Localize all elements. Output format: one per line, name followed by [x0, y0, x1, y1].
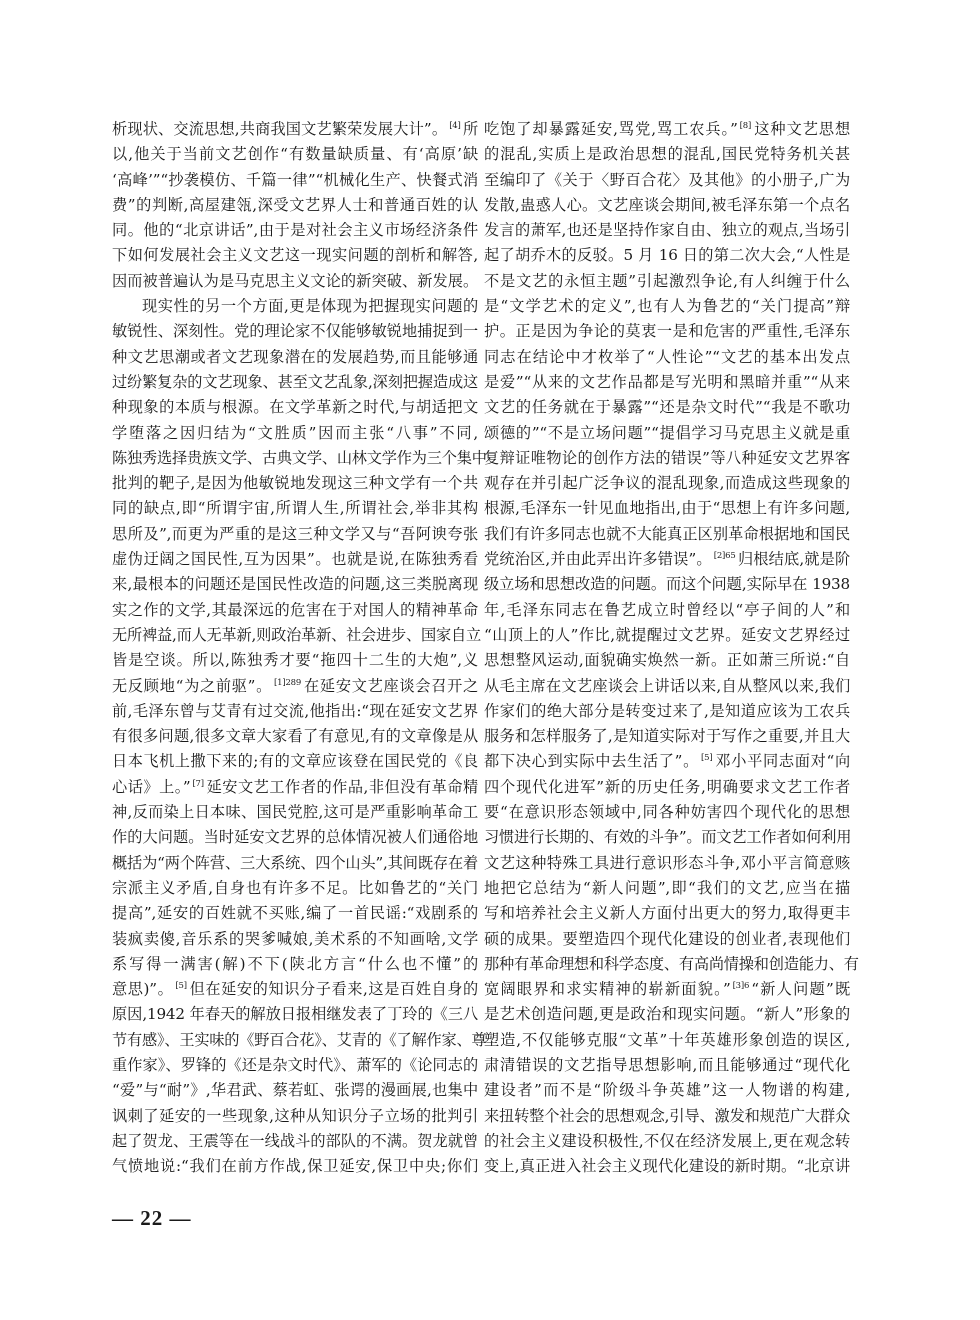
left-text-column [112, 117, 487, 1179]
text-line [112, 547, 478, 572]
text-segment: 来扭转整个社会的思想观念,引导、激发和规范广大群众 [484, 1106, 850, 1125]
text-line [112, 1028, 487, 1053]
text-segment: 党统治区,并由此弄出许多错误”。 [484, 550, 712, 569]
text-segment: 都下决心到实际中去生活了”。 [484, 752, 699, 771]
text-segment: 种文艺思潮或者文艺现象潜在的发展趋势,而且能够通 [112, 347, 478, 366]
text-segment: 来,最根本的问题还是国民性改造的问题,这三类脱离现 [112, 575, 478, 594]
text-line [484, 623, 850, 648]
citation-reference: [8] [739, 121, 752, 131]
text-line [112, 800, 478, 825]
text-segment: 前,毛泽东曾与艾青有过交流,他指出:“现在延安文艺界 [112, 701, 478, 720]
text-segment: 文艺这种特殊工具进行意识形态斗争,邓小平言简意赅 [484, 853, 850, 872]
text-line [112, 421, 478, 446]
text-line [112, 749, 478, 774]
text-segment: 颂德的”“不是立场问题”“提倡学习马克思主义就是重 [484, 423, 850, 442]
text-segment: 下如何发展社会主义文艺这一现实问题的剖析和解答, [112, 246, 478, 265]
text-line [112, 142, 478, 167]
text-line [484, 572, 850, 597]
text-line [112, 522, 478, 547]
text-segment: 肃清错误的文艺指导思想影响,而且能够通过“现代化 [484, 1055, 850, 1074]
citation-reference: [5] [175, 981, 187, 992]
text-line [112, 446, 487, 471]
text-line [112, 851, 478, 876]
text-line [112, 623, 481, 648]
text-line [484, 1154, 850, 1179]
citation-reference: [7] [192, 778, 204, 789]
text-line [484, 1053, 850, 1078]
text-segment: 从毛主席在文艺座谈会上讲话以来,自从整风以来,我们 [484, 676, 850, 695]
text-segment: ‘高峰’”“抄袭模仿、千篇一律”“机械化生产、快餐式消 [112, 170, 478, 189]
text-segment: 建设者”而不是“阶级斗争英雄”这一人物谱的构建, [484, 1081, 850, 1100]
text-line [112, 876, 478, 901]
text-segment: 同志在结论中才枚举了“人性论”“文艺的基本出发点 [484, 347, 850, 366]
right-text-column [484, 117, 859, 1179]
text-segment: 地把它总结为“新人问题”,即“我们的文艺,应当在描 [484, 878, 850, 897]
text-line [112, 699, 478, 724]
text-line [484, 825, 850, 850]
text-segment: 节有感》、王实味的《野百合花》、艾青的《了解作家、尊 [112, 1030, 487, 1049]
text-segment: 原因,1942 年春天的解放日报相继发表了丁玲的《三八 [112, 1005, 478, 1024]
text-segment: 护。正是因为争论的莫衷一是和危害的严重性,毛泽东 [484, 322, 850, 341]
text-segment: 服务和怎样服务了,是知道实际对于写作之重要,并且大 [484, 727, 850, 746]
text-line [112, 395, 478, 420]
text-segment: 系写得一满害(解)不下(陕北方言“什么也不懂”的 [112, 954, 478, 973]
citation-reference: [1]289 [274, 677, 302, 688]
text-line [484, 142, 850, 167]
text-line [484, 345, 850, 370]
text-line [484, 952, 859, 977]
text-segment: 讽刺了延安的一些现象,这种从知识分子立场的批判引 [112, 1106, 478, 1125]
text-segment: 神,反而染上日本味、国民党腔,这可是严重影响革命工 [112, 803, 478, 822]
text-line [112, 1104, 478, 1129]
text-line [112, 294, 478, 319]
text-segment: “新人问题”既 [751, 980, 850, 999]
text-line [112, 927, 478, 952]
text-segment: 发散,蛊惑人心。文艺座谈会期间,被毛泽东第一个点名 [484, 195, 850, 214]
text-segment: 无反顾地“为之前驱”。 [112, 676, 273, 695]
text-line [484, 876, 850, 901]
text-segment: 那种有革命理想和科学态度、有高尚情操和创造能力、有 [484, 954, 859, 973]
text-segment: 要“在意识形态领域中,同各种妨害四个现代化的思想 [484, 803, 850, 822]
text-line [484, 471, 850, 496]
text-segment: 思所及”,而更为严重的是这三种文学又与“吾阿谀夸张 [112, 524, 478, 543]
text-segment: 这种文艺思想 [753, 120, 850, 138]
text-line [484, 749, 850, 774]
text-segment: 种现象的本质与根源。在文学革新之时代,与胡适把文 [112, 398, 478, 417]
text-line [484, 1129, 850, 1154]
text-line [112, 117, 478, 142]
text-line [484, 319, 850, 344]
text-line [484, 522, 850, 547]
text-line [484, 269, 850, 294]
text-segment: 延安文艺工作者的作品,非但没有革命精 [205, 777, 478, 796]
text-line [484, 218, 850, 243]
text-line [484, 674, 850, 699]
text-line [484, 547, 850, 572]
text-segment: 所 [462, 120, 478, 138]
text-segment: 变上,真正进入社会主义现代化建设的新时期。“北京讲 [484, 1157, 850, 1176]
text-segment: 同。他的“北京讲话”,由于是对社会主义市场经济条件 [112, 221, 478, 240]
text-line [484, 1104, 850, 1129]
text-segment: 是“文学艺术的定义”,也有人为鲁艺的“关门提高”辩 [484, 297, 850, 316]
text-segment: 装疯卖傻,音乐系的哭爹喊娘,美术系的不知画啥,文学 [112, 929, 478, 948]
text-segment: 级立场和思想改造的问题。而这个问题,实际早在 1938 [484, 575, 850, 594]
text-line [112, 674, 478, 699]
citation-reference: [2]65 [713, 551, 736, 562]
text-line [484, 294, 850, 319]
text-line [484, 421, 850, 446]
text-segment: 文艺的任务就在于暴露”“还是杂文时代”“我是不歌功 [484, 398, 850, 417]
text-line [112, 1078, 478, 1103]
text-line [112, 243, 478, 268]
text-segment: 邓小平同志面对“向 [714, 752, 851, 771]
citation-reference: [5] [701, 753, 713, 764]
citation-reference: [3]6 [732, 981, 750, 992]
text-line [484, 243, 850, 268]
text-segment: 费”的判断,高屋建瓴,深受文艺界人士和普通百姓的认 [112, 195, 478, 214]
text-line [484, 1078, 850, 1103]
text-segment: 我们有许多同志也就不大能真正区别革命根据地和国民 [484, 524, 850, 543]
text-line [112, 269, 478, 294]
text-segment: 写和培养社会主义新人方面付出更大的努力,取得更丰 [484, 904, 850, 923]
text-segment: 不是文艺的永恒主题”引起激烈争论,有人纠缠于什么 [484, 271, 850, 290]
text-line [484, 699, 850, 724]
text-segment: 以,他关于当前文艺创作“有数量缺质量、有‘高原’缺 [112, 145, 478, 164]
text-line [112, 319, 478, 344]
text-line [484, 395, 850, 420]
text-segment: 虚伪迂阔之国民性,互为因果”。也就是说,在陈独秀看 [112, 550, 478, 569]
text-segment: “山顶上的人”作比,就提醒过文艺界。延安文艺界经过 [484, 625, 850, 644]
text-line [112, 218, 478, 243]
text-segment: 析现状、交流思想,共商我国文艺繁荣发展大计”。 [112, 120, 448, 138]
text-line [484, 800, 850, 825]
text-line [112, 1053, 478, 1078]
text-segment: 的混乱,实质上是政治思想的混乱,国民党特务机关甚 [484, 145, 850, 164]
text-segment: 意思)”。 [112, 980, 174, 999]
text-segment: 的社会主义建设积极性,不仅在经济发展上,更在观念转 [484, 1131, 850, 1150]
text-line [112, 1154, 478, 1179]
text-line [112, 572, 478, 597]
text-segment: 吃饱了却暴露延安,骂党,骂工农兵。” [484, 120, 738, 138]
text-segment: 硕的成果。要塑造四个现代化建设的创业者,表现他们 [484, 929, 850, 948]
text-line [484, 775, 850, 800]
text-segment: 习惯进行长期的、有效的斗争”。而文艺工作者如何利用 [484, 828, 852, 847]
text-line [112, 345, 478, 370]
text-line [112, 775, 478, 800]
text-segment: 起了贺龙、王震等在一线战斗的部队的不满。贺龙就曾 [112, 1131, 478, 1150]
text-line [112, 193, 478, 218]
text-line [484, 927, 850, 952]
text-line [112, 1002, 478, 1027]
text-segment: 年,毛泽东同志在鲁艺成立时曾经以“亭子间的人”和 [484, 600, 850, 619]
text-line [112, 1129, 478, 1154]
text-line [484, 648, 850, 673]
text-line [484, 598, 850, 623]
text-segment: 复辩证唯物论的创作方法的错误”等八种延安文艺界客 [484, 448, 850, 467]
text-line [112, 648, 478, 673]
text-line [484, 496, 850, 521]
text-segment: 提高”,延安的百姓就不买账,编了一首民谣:“戏剧系的 [112, 904, 478, 923]
text-line [484, 168, 850, 193]
text-segment: 现实性的另一个方面,更是体现为把握现实问题的 [142, 297, 478, 316]
text-segment: 有很多问题,很多文章大家看了有意见,有的文章像是从 [112, 727, 478, 746]
text-segment: 观存在并引起广泛争议的混乱现象,而造成这些现象的 [484, 474, 850, 493]
text-segment: 学堕落之因归结为“文胜质”因而主张“八事”不同, [112, 423, 478, 442]
text-line [484, 901, 850, 926]
text-segment: 是艺术创造问题,更是政治和现实问题。“新人”形象的 [484, 1005, 850, 1024]
text-segment: 根源,毛泽东一针见血地指出,由于“思想上有许多问题, [484, 499, 850, 518]
text-segment: 起了胡乔木的反驳。5 月 16 日的第二次大会,“人性是 [484, 246, 850, 265]
citation-reference: [4] [449, 121, 461, 131]
text-line [112, 471, 478, 496]
text-segment: 气愤地说:“我们在前方作战,保卫延安,保卫中央;你们 [112, 1157, 478, 1176]
text-segment: 发言的萧军,也还是坚持作家自由、独立的观点,当场引 [484, 221, 850, 240]
text-line [112, 977, 478, 1002]
text-segment: 敏锐性、深刻性。党的理论家不仅能够敏锐地捕捉到一 [112, 322, 478, 341]
text-line [112, 901, 478, 926]
text-segment: “爱”与“耐”》,华君武、蔡若虹、张谔的漫画展,也集中 [112, 1081, 478, 1100]
text-segment: 归根结底,就是阶 [737, 550, 850, 569]
text-segment: 批判的靶子,是因为他敏锐地发现这三种文学有一个共 [112, 474, 478, 493]
text-line [484, 1002, 850, 1027]
text-segment: 作家们的绝大部分是转变过来了,是知道应该为工农兵 [484, 701, 850, 720]
text-line [484, 370, 850, 395]
text-segment: 宽阔眼界和求实精神的崭新面貌。” [484, 980, 731, 999]
text-segment: 无所裨益,而人无革新,则政治革新、社会进步、国家自立 [112, 625, 481, 644]
text-line [112, 168, 478, 193]
text-segment: 皆是空谈。所以,陈独秀才要“拖四十二生的大炮”,义 [112, 651, 478, 670]
text-segment: 过纷繁复杂的文艺现象、甚至文艺乱象,深刻把握造成这 [112, 372, 478, 391]
text-segment: 宗派主义矛盾,自身也有许多不足。比如鲁艺的“关门 [112, 878, 478, 897]
text-segment: 概括为“两个阵营、三大系统、四个山头”,其间既存在着 [112, 853, 478, 872]
text-line [112, 825, 478, 850]
text-segment: 日本飞机上撒下来的;有的文章应该登在国民党的《良 [112, 752, 478, 771]
text-segment: 同的缺点,即“所谓宇宙,所谓人生,所谓社会,举非其构 [112, 499, 478, 518]
text-line [112, 370, 478, 395]
text-line [484, 446, 850, 471]
page-number: — 22 — [112, 1206, 192, 1230]
text-segment: 塑造,不仅能够克服“文革”十年英雄形象创造的误区, [484, 1030, 850, 1049]
text-segment: 思想整风运动,面貌确实焕然一新。正如萧三所说:“自 [484, 651, 850, 670]
text-segment: 在延安文艺座谈会召开之 [303, 676, 478, 695]
text-line [112, 496, 478, 521]
text-line [484, 193, 850, 218]
text-segment: 至编印了《关于〈野百合花〉及其他》的小册子,广为 [484, 170, 850, 189]
text-segment: 重作家》、罗锋的《还是杂文时代》、萧军的《论同志的 [112, 1055, 478, 1074]
text-segment: 实之作的文学,其最深远的危害在于对国人的精神革命 [112, 600, 478, 619]
text-line [484, 724, 850, 749]
text-segment: 是爱”“从来的文艺作品都是写光明和黑暗并重”“从来 [484, 372, 850, 391]
text-line [112, 952, 478, 977]
text-line [484, 117, 850, 142]
text-line [484, 977, 850, 1002]
text-segment: 作的大问题。当时延安文艺界的总体情况被人们通俗地 [112, 828, 478, 847]
text-line [484, 851, 850, 876]
text-segment: 但在延安的知识分子看来,这是百姓自身的 [188, 980, 478, 999]
text-segment: 因而被普遍认为是马克思主义文论的新突破、新发展。 [112, 271, 478, 290]
text-segment: 陈独秀选择贵族文学、古典文学、山林文学作为三个集中 [112, 448, 487, 467]
text-line [484, 1028, 850, 1053]
text-line [112, 724, 478, 749]
text-segment: 四个现代化进军”新的历史任务,明确要求文艺工作者 [484, 777, 850, 796]
text-segment: 心话》上。” [112, 777, 191, 796]
text-line [112, 598, 478, 623]
